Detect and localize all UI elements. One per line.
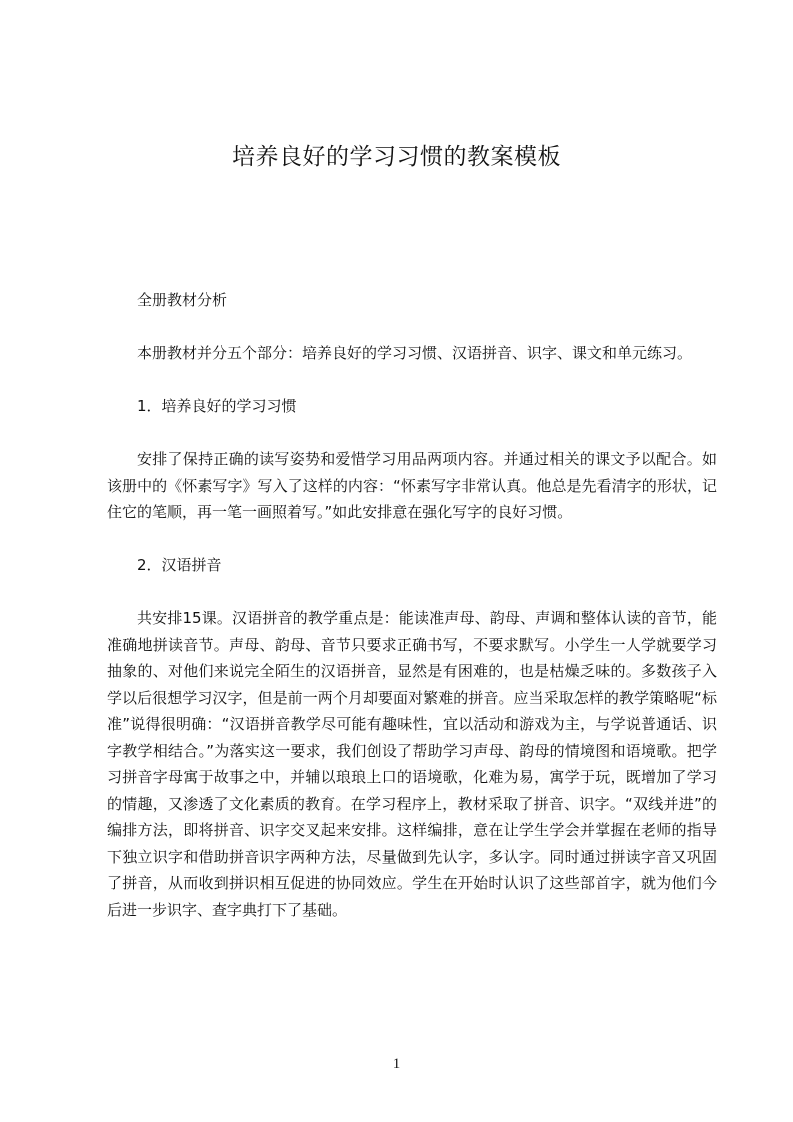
page-number: 1 <box>392 1056 401 1072</box>
section-heading-habits: 1．培养良好的学习习惯 <box>137 397 297 415</box>
section-heading-pinyin: 2．汉语拼音 <box>137 556 222 574</box>
page-title: 培养良好的学习习惯的教案模板 <box>232 144 561 170</box>
document-body <box>107 287 717 950</box>
section-heading-overview: 全册教材分析 <box>137 291 228 309</box>
paragraph-pinyin: 共安排15课。汉语拼音的教学重点是：能读准声母、韵母、声调和整体认读的音节，能准确地拼读音节。声母、韵母、音节只要求正确书写，不要求默写。小学生一人学就要学习抽象的、对他们来说完全陌生的汉语拼音，显然是有困难的，也是枯燥乏味的。多数孩子入学以后很想学习汉字，但是前一两个月却要面对繁难的拼音。应当采取怎样的教学策略呢“标准”说得很明确：“汉语拼音教学尽可能有趣味性，宜以活动和游戏为主，与学说普通话、识字教学相结合。”为落实这一要求，我们创设了帮助学习声母、韵母的情境图和语境歌。把学习拼音字母寓于故事之中，并辅以琅琅上口的语境歌，化难为易，寓学于玩，既增加了学习的情趣，又渗透了文化素质的教育。在学习程序上，教材采取了拼音、识字。“双线并进”的编排方法，即将拼音、识字交叉起来安排。这样编排，意在让学生学会并掌握在老师的指导下独立识字和借助拼音识字两种方法，尽量做到先认字，多认字。同时通过拼读字音又巩固了拼音，从而收到拼识相互促进的协同效应。学生在开始时认识了这些部首字，就为他们今后进一步识字、查字典打下了基础。 <box>107 609 717 919</box>
paragraph-overview: 本册教材并分五个部分：培养良好的学习习惯、汉语拼音、识字、课文和单元练习。 <box>137 344 693 362</box>
paragraph-habits: 安排了保持正确的读写姿势和爱惜学习用品两项内容。并通过相关的课文予以配合。如该册中的《怀素写字》写入了这样的内容：“怀素写字非常认真。他总是先看清字的形状，记住它的笔顺，再一笔一画照着写。”如此安排意在强化写字的良好习惯。 <box>107 450 717 521</box>
